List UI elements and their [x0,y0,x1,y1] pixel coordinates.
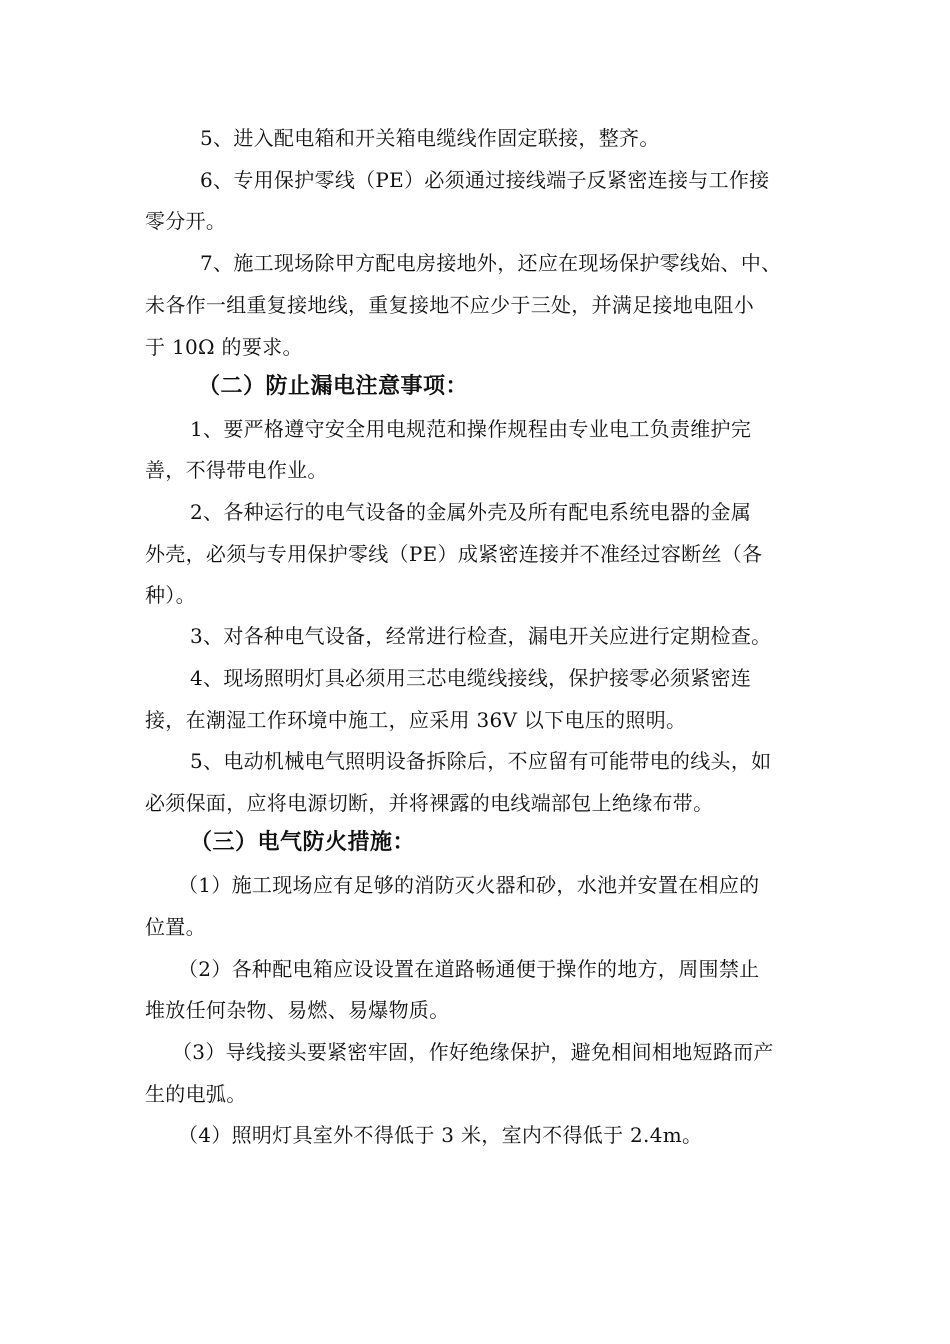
fire-item-2-line-2: 堆放任何杂物、易燃、易爆物质。 [145,998,450,1022]
fire-item-4-line-1: （4）照明灯具室外不得低于 3 米，室内不得低于 2.4m。 [178,1123,703,1147]
item-1-line-2: 善，不得带电作业。 [145,458,328,482]
item-2-line-2: 外壳，必须与专用保护零线（PE）成紧密连接并不准经过容断丝（各 [145,542,763,566]
paragraph-6-line-1: 6、专用保护零线（PE）必须通过接线端子反紧密连接与工作接 [200,168,770,192]
paragraph-5-line: 5、进入配电箱和开关箱电缆线作固定联接，整齐。 [200,126,660,150]
fire-item-1-line-2: 位置。 [145,915,206,939]
item-4-line-2: 接，在潮湿工作环境中施工，应采用 36V 以下电压的照明。 [145,708,687,732]
section-heading-3: （三）电气防火措施： [190,830,416,855]
item-5-line-1: 5、电动机械电气照明设备拆除后，不应留有可能带电的线头，如 [190,749,772,773]
paragraph-7-line-1: 7、施工现场除甲方配电房接地外，还应在现场保护零线始、中、 [200,251,782,275]
paragraph-6-line-2: 零分开。 [145,209,227,233]
fire-item-2-line-1: （2）各种配电箱应设设置在道路畅通便于操作的地方，周围禁止 [178,957,760,981]
item-1-line-1: 1、要严格遵守安全用电规范和操作规程由专业电工负责维护完 [190,417,752,441]
fire-item-3-line-1: （3）导线接头要紧密牢固，作好绝缘保护，避免相间相地短路而产 [172,1040,774,1064]
item-5-line-2: 必须保面，应将电源切断，并将裸露的电线端部包上绝缘布带。 [145,791,714,815]
item-3-line-1: 3、对各种电气设备，经常进行检查，漏电开关应进行定期检查。 [190,624,772,648]
item-2-line-3: 种）。 [145,583,196,607]
section-heading-2: （二）防止漏电注意事项： [198,374,469,399]
item-2-line-1: 2、各种运行的电气设备的金属外壳及所有配电系统电器的金属 [190,500,752,524]
paragraph-7-line-2: 未各作一组重复接地线，重复接地不应少于三处，并满足接地电阻小 [145,293,754,317]
fire-item-3-line-2: 生的电弧。 [145,1082,247,1106]
fire-item-1-line-1: （1）施工现场应有足够的消防灭火器和砂，水池并安置在相应的 [178,873,760,897]
item-4-line-1: 4、现场照明灯具必须用三芯电缆线接线，保护接零必须紧密连 [190,666,752,690]
paragraph-7-line-3: 于 10Ω 的要求。 [145,335,303,359]
